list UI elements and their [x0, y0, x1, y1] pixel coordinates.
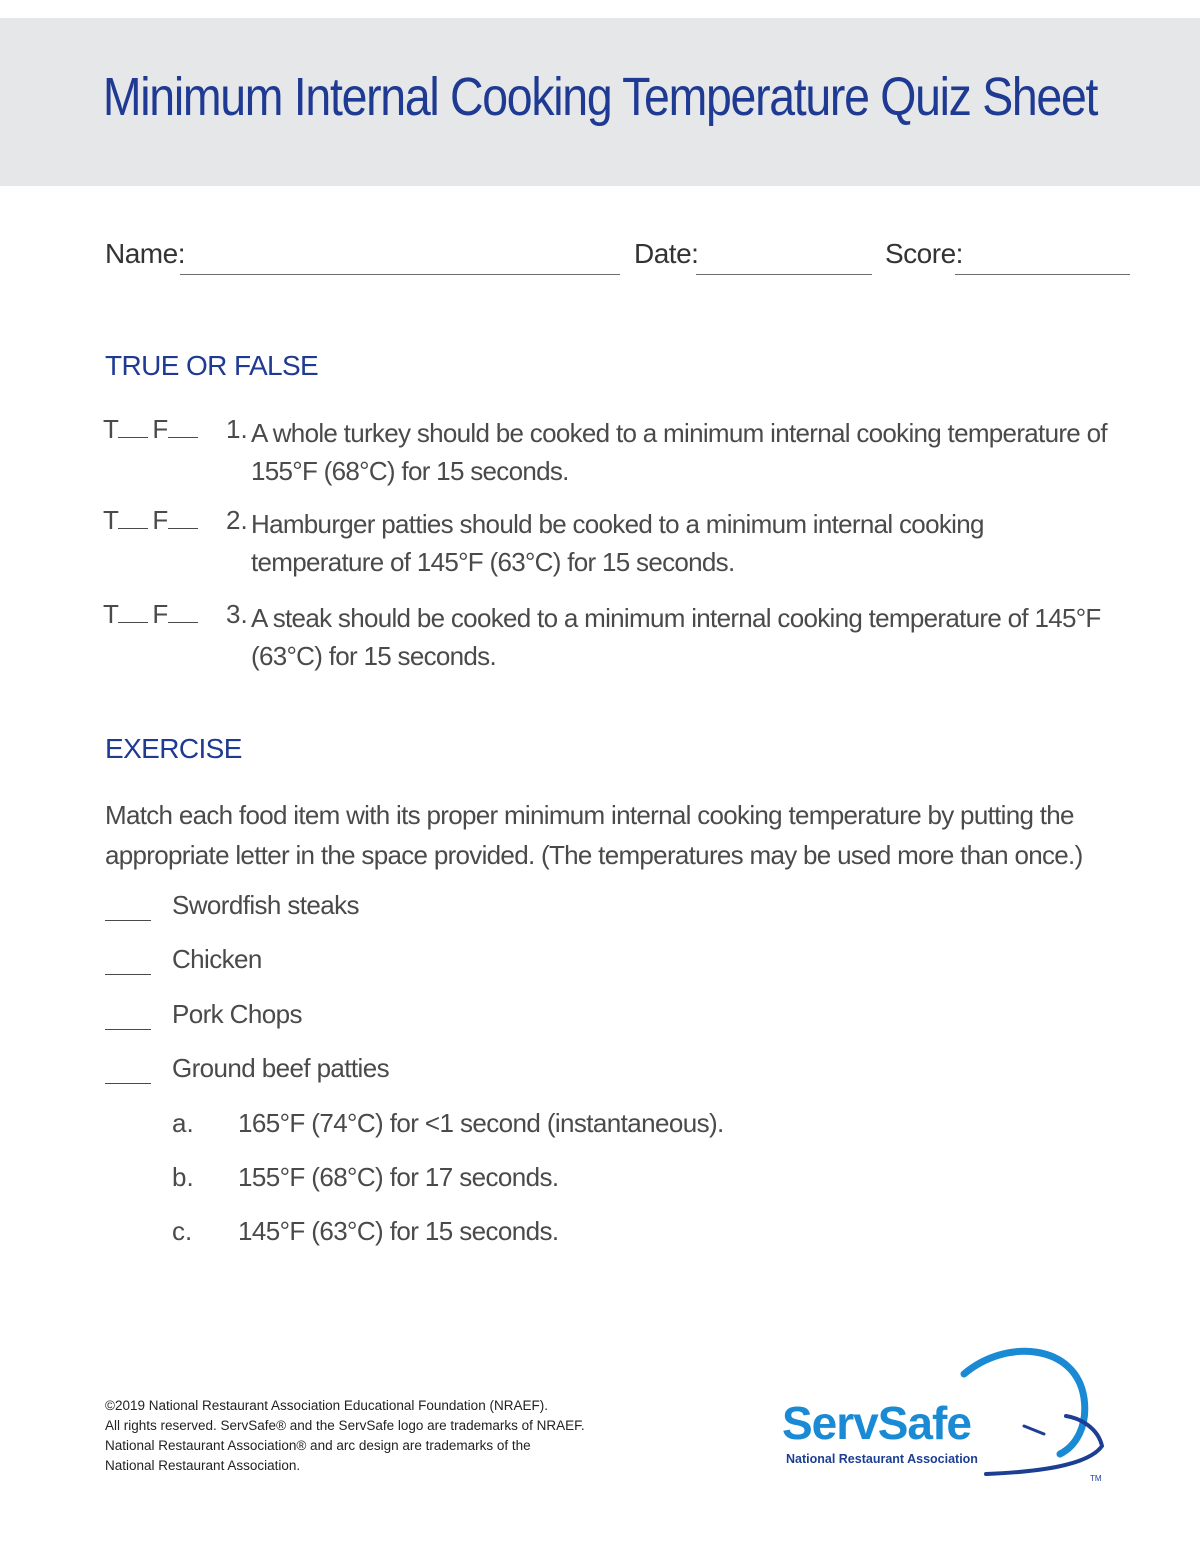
logo-trademark: TM	[1090, 1474, 1102, 1483]
name-field[interactable]	[180, 274, 620, 275]
food-item-label: Ground beef patties	[172, 1053, 389, 1083]
tf-statement: A whole turkey should be cooked to a minimum internal cooking temperature of 155°F (68°C) for 15 seconds.	[251, 418, 1107, 486]
date-field[interactable]	[696, 274, 872, 275]
food-item-label: Pork Chops	[172, 999, 302, 1029]
food-item-label: Swordfish steaks	[172, 890, 359, 920]
logo-tagline: National Restaurant Association	[786, 1452, 978, 1466]
option-text: 145°F (63°C) for 15 seconds.	[238, 1216, 559, 1246]
tf-statement: Hamburger patties should be cooked to a minimum internal cooking temperature of 145°F (63°C) for 15 seconds.	[251, 509, 984, 577]
tf-number: 2.	[226, 505, 248, 535]
info-line	[0, 238, 1200, 278]
exercise-instruction: Match each food item with its proper minimum internal cooking temperature by putting the appropriate letter in the space provided. (The temperatures may be used more than once.)	[105, 800, 1083, 870]
copyright-line: National Restaurant Association.	[105, 1458, 301, 1473]
exercise-heading: EXERCISE	[105, 733, 242, 764]
food-item-label: Chicken	[172, 944, 262, 974]
score-field[interactable]	[955, 274, 1130, 275]
logo-wordmark: ServSafe	[782, 1397, 971, 1449]
page-title: Minimum Internal Cooking Temperature Quiz Sheet	[102, 67, 1098, 127]
tf-number: 3.	[226, 599, 248, 629]
answer-blank[interactable]	[105, 1029, 151, 1030]
option-letter: c.	[172, 1216, 193, 1246]
tf-number: 1.	[226, 414, 248, 444]
tf-marks[interactable]: T F	[103, 599, 202, 630]
option-text: 165°F (74°C) for <1 second (instantaneous).	[238, 1108, 724, 1138]
tf-item-2	[103, 505, 1113, 585]
tf-marks[interactable]: T F	[103, 414, 202, 445]
tf-item-1	[103, 414, 1113, 494]
answer-blank[interactable]	[105, 920, 151, 921]
copyright-line: All rights reserved. ServSafe® and the ServSafe logo are trademarks of NRAEF.	[105, 1418, 585, 1433]
tf-statement: A steak should be cooked to a minimum internal cooking temperature of 145°F (63°C) for 15 seconds.	[251, 603, 1101, 671]
option-text: 155°F (68°C) for 17 seconds.	[238, 1162, 559, 1192]
copyright-notice	[105, 1396, 665, 1476]
answer-blank[interactable]	[105, 974, 151, 975]
date-label: Date:	[634, 238, 699, 269]
copyright-line: ©2019 National Restaurant Association Educational Foundation (NRAEF).	[105, 1398, 548, 1413]
option-letter: a.	[172, 1108, 194, 1138]
name-label: Name:	[105, 238, 185, 269]
tf-item-3	[103, 599, 1113, 679]
answer-blank[interactable]	[105, 1083, 151, 1084]
copyright-line: National Restaurant Association® and arc design are trademarks of the	[105, 1438, 531, 1453]
tf-marks[interactable]: T F	[103, 505, 202, 536]
servsafe-logo	[776, 1338, 1106, 1488]
true-false-heading: TRUE OR FALSE	[105, 350, 319, 381]
option-letter: b.	[172, 1162, 194, 1192]
score-label: Score:	[885, 238, 963, 269]
